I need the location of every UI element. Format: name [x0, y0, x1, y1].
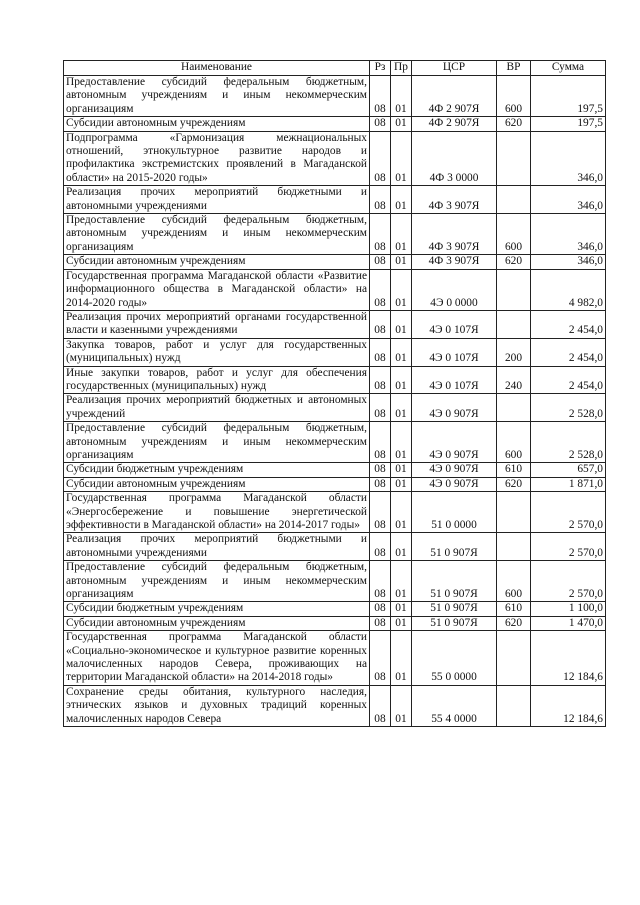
row-name: Иные закупки товаров, работ и услуг для обеспечения государственных (муниципальных) нужд	[64, 366, 370, 394]
row-sum: 657,0	[531, 463, 606, 477]
row-rz: 08	[370, 463, 391, 477]
row-csr: 51 0 907Я	[412, 533, 497, 561]
row-name: Государственная программа Магаданской области «Энергосбережение и повышение энергетической эффективности в Магаданской области» на 2014-2017 годы»	[64, 492, 370, 533]
row-sum: 12 184,6	[531, 631, 606, 686]
row-csr: 4Э 0 107Я	[412, 366, 497, 394]
row-sum: 2 570,0	[531, 492, 606, 533]
row-vr	[497, 131, 531, 186]
row-name: Сохранение среды обитания, культурного наследия, этнических языков и духовных традиций коренных малочисленных народов Севера	[64, 685, 370, 726]
row-name: Реализация прочих мероприятий органами государственной власти и казенными учреждениями	[64, 310, 370, 338]
row-name: Государственная программа Магаданской области «Развитие информационного общества в Магаданской области» на 2014-2020 годы»	[64, 269, 370, 310]
row-name: Субсидии бюджетным учреждениям	[64, 602, 370, 616]
row-sum: 346,0	[531, 186, 606, 214]
row-rz: 08	[370, 117, 391, 131]
table-row	[64, 477, 606, 491]
row-pr: 01	[391, 310, 412, 338]
row-name: Реализация прочих мероприятий бюджетных и автономных учреждений	[64, 394, 370, 422]
row-rz: 08	[370, 394, 391, 422]
row-rz: 08	[370, 533, 391, 561]
row-vr	[497, 492, 531, 533]
row-vr: 600	[497, 561, 531, 602]
row-rz: 08	[370, 186, 391, 214]
row-sum: 2 454,0	[531, 338, 606, 366]
row-vr: 620	[497, 616, 531, 630]
row-rz: 08	[370, 631, 391, 686]
row-vr	[497, 186, 531, 214]
row-vr	[497, 310, 531, 338]
row-name: Предоставление субсидий федеральным бюджетным, автономным учреждениям и иным некоммерческим организациям	[64, 214, 370, 255]
table-row	[64, 76, 606, 117]
table-row	[64, 214, 606, 255]
row-vr	[497, 269, 531, 310]
table-row	[64, 394, 606, 422]
table-row	[64, 685, 606, 726]
row-name: Предоставление субсидий федеральным бюджетным, автономным учреждениям и иным некоммерческим организациям	[64, 422, 370, 463]
table-row	[64, 269, 606, 310]
row-rz: 08	[370, 76, 391, 117]
row-sum: 197,5	[531, 117, 606, 131]
row-pr: 01	[391, 685, 412, 726]
row-rz: 08	[370, 422, 391, 463]
table-row	[64, 131, 606, 186]
row-csr: 51 0 907Я	[412, 616, 497, 630]
row-sum: 346,0	[531, 214, 606, 255]
row-name: Реализация прочих мероприятий бюджетными и автономными учреждениями	[64, 533, 370, 561]
row-pr: 01	[391, 422, 412, 463]
budget-table	[63, 60, 606, 727]
row-csr: 51 0 907Я	[412, 602, 497, 616]
row-pr: 01	[391, 338, 412, 366]
row-csr: 4Э 0 107Я	[412, 338, 497, 366]
row-pr: 01	[391, 255, 412, 269]
row-sum: 4 982,0	[531, 269, 606, 310]
header-pr: Пр	[391, 61, 412, 76]
row-name: Подпрограмма «Гармонизация межнациональных отношений, этнокультурное развитие народов и профилактика экстремистских проявлений в Магаданской области» на 2015-2020 годы»	[64, 131, 370, 186]
row-csr: 4Ф 3 0000	[412, 131, 497, 186]
row-csr: 51 0 907Я	[412, 561, 497, 602]
row-rz: 08	[370, 561, 391, 602]
row-name: Закупка товаров, работ и услуг для государственных (муниципальных) нужд	[64, 338, 370, 366]
row-vr	[497, 685, 531, 726]
row-pr: 01	[391, 631, 412, 686]
row-sum: 2 528,0	[531, 422, 606, 463]
table-row	[64, 492, 606, 533]
row-sum: 2 528,0	[531, 394, 606, 422]
row-csr: 4Э 0 907Я	[412, 394, 497, 422]
row-rz: 08	[370, 255, 391, 269]
row-pr: 01	[391, 366, 412, 394]
row-sum: 12 184,6	[531, 685, 606, 726]
row-pr: 01	[391, 186, 412, 214]
row-rz: 08	[370, 616, 391, 630]
header-vr: ВР	[497, 61, 531, 76]
row-pr: 01	[391, 533, 412, 561]
row-sum: 346,0	[531, 131, 606, 186]
header-name: Наименование	[64, 61, 370, 76]
row-sum: 1 470,0	[531, 616, 606, 630]
row-rz: 08	[370, 366, 391, 394]
row-vr: 600	[497, 422, 531, 463]
row-pr: 01	[391, 117, 412, 131]
row-rz: 08	[370, 685, 391, 726]
row-rz: 08	[370, 492, 391, 533]
table-row	[64, 117, 606, 131]
row-csr: 4Э 0 907Я	[412, 463, 497, 477]
row-csr: 51 0 0000	[412, 492, 497, 533]
table-row	[64, 463, 606, 477]
row-vr: 600	[497, 76, 531, 117]
row-pr: 01	[391, 214, 412, 255]
row-vr: 620	[497, 477, 531, 491]
row-csr: 4Ф 3 907Я	[412, 186, 497, 214]
row-sum: 1 100,0	[531, 602, 606, 616]
row-csr: 4Э 0 907Я	[412, 477, 497, 491]
row-sum: 346,0	[531, 255, 606, 269]
table-row	[64, 366, 606, 394]
row-sum: 197,5	[531, 76, 606, 117]
row-vr	[497, 394, 531, 422]
row-vr	[497, 631, 531, 686]
row-pr: 01	[391, 602, 412, 616]
row-pr: 01	[391, 463, 412, 477]
row-csr: 4Ф 3 907Я	[412, 214, 497, 255]
row-name: Предоставление субсидий федеральным бюджетным, автономным учреждениям и иным некоммерческим организациям	[64, 561, 370, 602]
row-name: Субсидии автономным учреждениям	[64, 477, 370, 491]
row-pr: 01	[391, 477, 412, 491]
row-name: Предоставление субсидий федеральным бюджетным, автономным учреждениям и иным некоммерческим организациям	[64, 76, 370, 117]
row-rz: 08	[370, 131, 391, 186]
row-name: Государственная программа Магаданской области «Социально-экономическое и культурное развитие коренных малочисленных народов Севера, проживающих на территории Магаданской области» на 2014-2018 годы»	[64, 631, 370, 686]
row-rz: 08	[370, 338, 391, 366]
table-row	[64, 255, 606, 269]
row-sum: 2 570,0	[531, 533, 606, 561]
header-csr: ЦСР	[412, 61, 497, 76]
row-rz: 08	[370, 310, 391, 338]
row-csr: 4Э 0 907Я	[412, 422, 497, 463]
row-pr: 01	[391, 561, 412, 602]
row-vr: 240	[497, 366, 531, 394]
row-csr: 55 0 0000	[412, 631, 497, 686]
row-csr: 4Ф 2 907Я	[412, 117, 497, 131]
row-name: Субсидии автономным учреждениям	[64, 616, 370, 630]
row-pr: 01	[391, 492, 412, 533]
row-vr: 620	[497, 117, 531, 131]
row-sum: 2 454,0	[531, 310, 606, 338]
row-name: Реализация прочих мероприятий бюджетными и автономными учреждениями	[64, 186, 370, 214]
row-sum: 2 454,0	[531, 366, 606, 394]
table-row	[64, 422, 606, 463]
row-csr: 55 4 0000	[412, 685, 497, 726]
row-name: Субсидии автономным учреждениям	[64, 255, 370, 269]
row-name: Субсидии автономным учреждениям	[64, 117, 370, 131]
table-row	[64, 602, 606, 616]
row-name: Субсидии бюджетным учреждениям	[64, 463, 370, 477]
header-sum: Сумма	[531, 61, 606, 76]
row-pr: 01	[391, 269, 412, 310]
header-rz: Рз	[370, 61, 391, 76]
row-vr: 610	[497, 602, 531, 616]
row-pr: 01	[391, 616, 412, 630]
row-vr	[497, 533, 531, 561]
table-row	[64, 631, 606, 686]
row-vr: 620	[497, 255, 531, 269]
row-vr: 610	[497, 463, 531, 477]
row-csr: 4Ф 2 907Я	[412, 76, 497, 117]
row-csr: 4Э 0 0000	[412, 269, 497, 310]
row-rz: 08	[370, 602, 391, 616]
row-vr: 600	[497, 214, 531, 255]
table-row	[64, 338, 606, 366]
row-csr: 4Ф 3 907Я	[412, 255, 497, 269]
table-header-row	[64, 61, 606, 76]
budget-document	[63, 60, 605, 727]
table-row	[64, 310, 606, 338]
row-pr: 01	[391, 394, 412, 422]
row-rz: 08	[370, 477, 391, 491]
row-sum: 1 871,0	[531, 477, 606, 491]
table-row	[64, 561, 606, 602]
row-pr: 01	[391, 76, 412, 117]
table-row	[64, 186, 606, 214]
row-pr: 01	[391, 131, 412, 186]
row-sum: 2 570,0	[531, 561, 606, 602]
row-rz: 08	[370, 214, 391, 255]
row-rz: 08	[370, 269, 391, 310]
row-vr: 200	[497, 338, 531, 366]
table-row	[64, 616, 606, 630]
table-row	[64, 533, 606, 561]
row-csr: 4Э 0 107Я	[412, 310, 497, 338]
